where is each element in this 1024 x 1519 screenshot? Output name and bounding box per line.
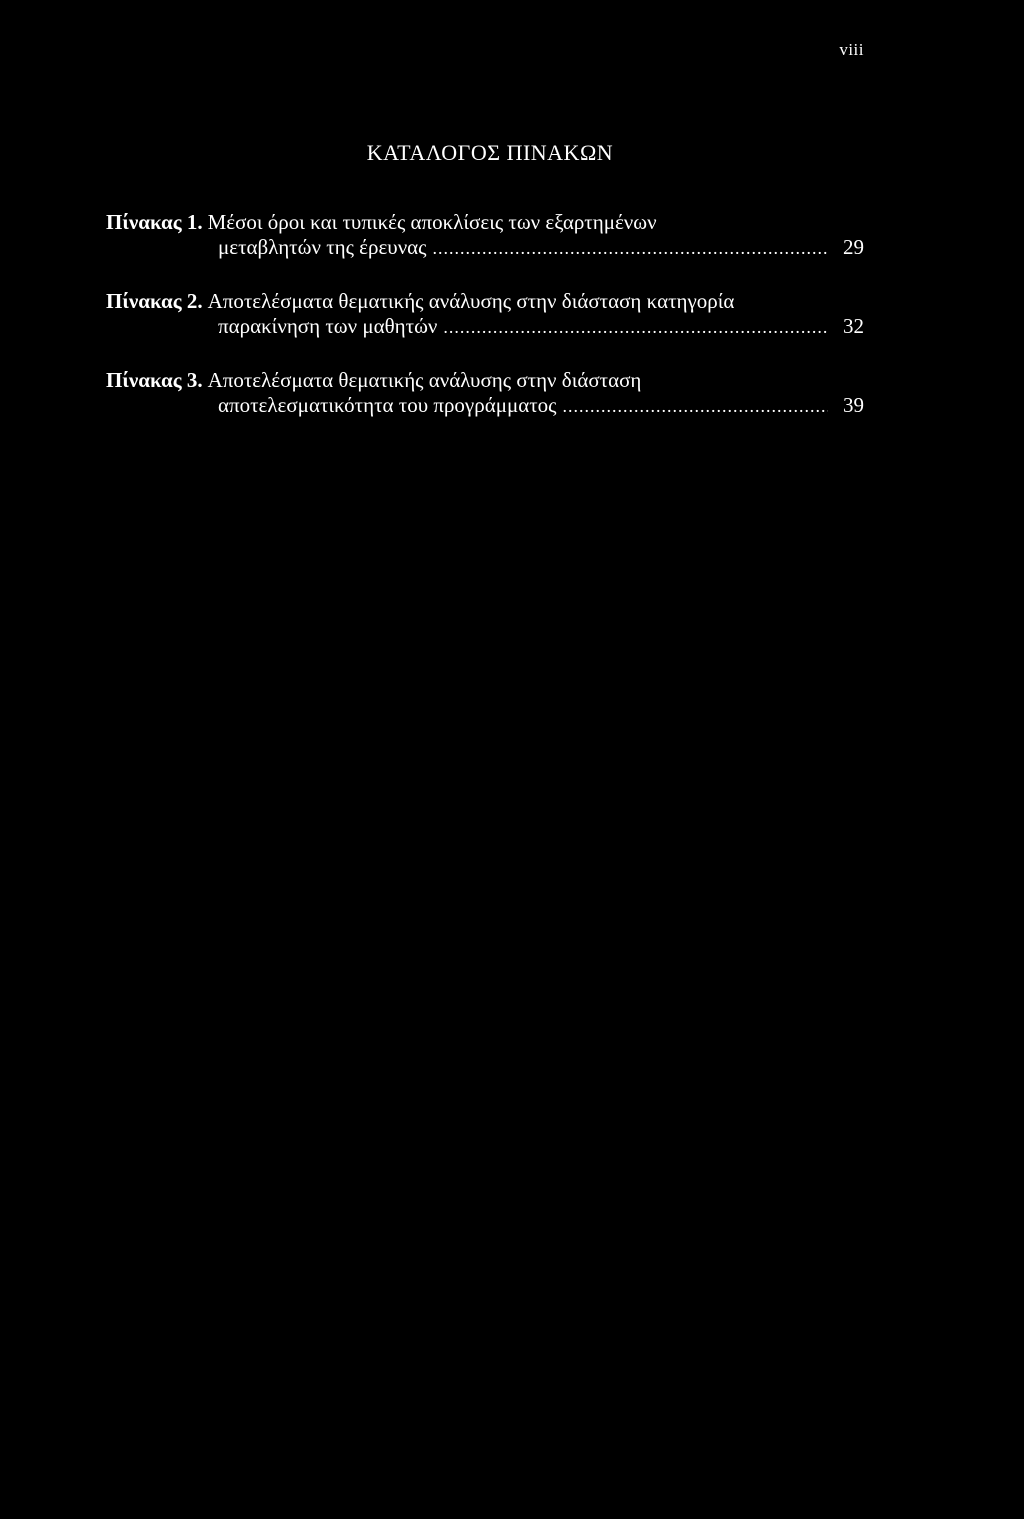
table-entry-1[interactable]: [106, 210, 864, 261]
entry-title-line2: μεταβλητών της έρευνας: [218, 235, 427, 259]
entry-page-number: 39: [843, 393, 864, 417]
table-entry-3[interactable]: [106, 368, 864, 419]
entry-page-number: 32: [843, 314, 864, 338]
entry-page-number: 29: [843, 235, 864, 259]
entry-label: Πίνακας 3.: [106, 368, 203, 392]
entry-label: Πίνακας 1.: [106, 210, 203, 234]
entry-title-line2: αποτελεσματικότητα του προγράμματος: [218, 393, 557, 417]
page-title: ΚΑΤΑΛΟΓΟΣ ΠΙΝΑΚΩΝ: [366, 140, 614, 165]
table-list: [106, 210, 864, 447]
entry-title-line1: Αποτελέσματα θεματικής ανάλυσης στην διάσταση: [207, 368, 642, 392]
entry-title-line1: Αποτελέσματα θεματικής ανάλυσης στην διάσταση κατηγορία: [207, 289, 735, 313]
dot-leader: [443, 315, 828, 340]
dot-leader: [433, 236, 828, 261]
page-number: viii: [839, 40, 864, 59]
entry-title-line2: παρακίνηση των μαθητών: [218, 314, 438, 338]
dot-leader: [562, 394, 828, 419]
table-entry-2[interactable]: [106, 289, 864, 340]
entry-label: Πίνακας 2.: [106, 289, 203, 313]
entry-title-line1: Μέσοι όροι και τυπικές αποκλίσεις των εξαρτημένων: [207, 210, 657, 234]
